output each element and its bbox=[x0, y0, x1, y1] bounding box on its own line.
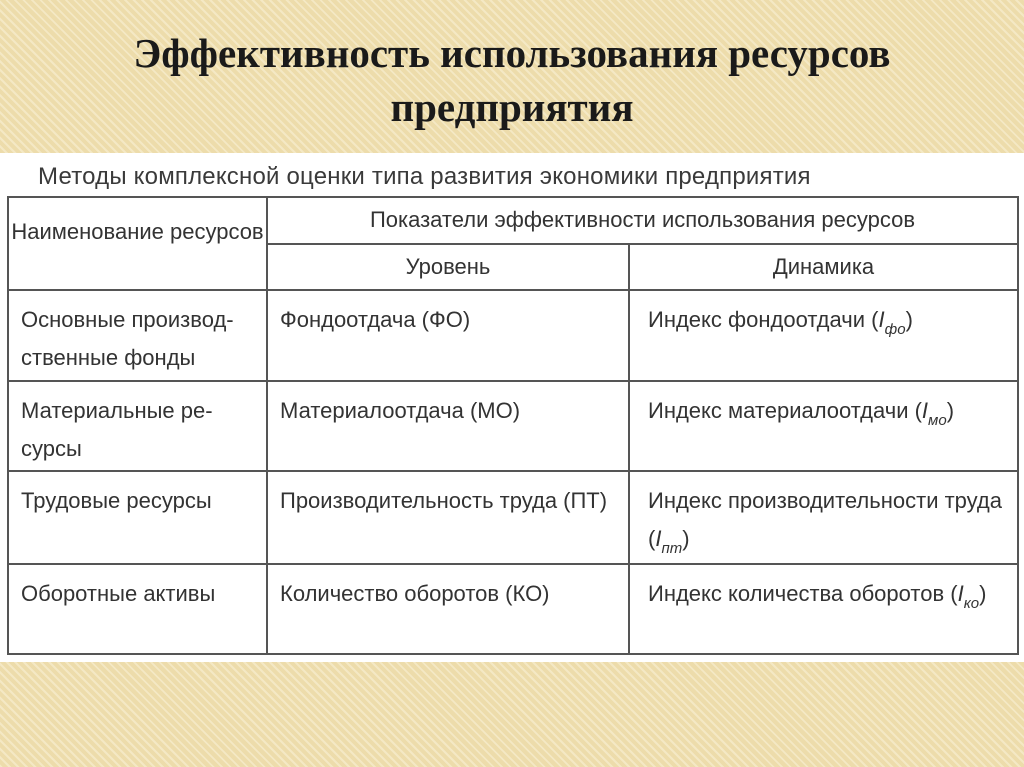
slide-title-line-2: предприятия bbox=[390, 84, 634, 130]
dynamics-close: ) bbox=[946, 397, 955, 423]
level-label: Количество оборотов (КО) bbox=[280, 580, 550, 606]
dynamics-text: Индекс фондоотдачи ( bbox=[648, 307, 879, 333]
table-row bbox=[8, 290, 1018, 380]
level-label: Материалоотдача (МО) bbox=[280, 397, 521, 423]
header-resource-name: Наименование ресурсов bbox=[8, 197, 267, 290]
dynamics-cell bbox=[629, 381, 1018, 471]
dynamics-label bbox=[630, 472, 1017, 561]
resource-cell bbox=[8, 290, 267, 380]
resource-label: Оборотные активы bbox=[21, 580, 216, 606]
table-row bbox=[8, 471, 1018, 563]
index-subscript: фо bbox=[884, 321, 906, 339]
header-dynamics: Динамика bbox=[629, 244, 1018, 291]
level-cell bbox=[267, 290, 629, 380]
index-symbol: I bbox=[957, 580, 964, 606]
index-subscript: мо bbox=[928, 411, 947, 429]
table-row bbox=[8, 381, 1018, 471]
header-indicators-group: Показатели эффективности использования ресурсов bbox=[267, 197, 1018, 244]
dynamics-close: ) bbox=[979, 580, 987, 606]
background-strip bbox=[0, 662, 1024, 767]
methods-table bbox=[7, 196, 1019, 655]
resource-cell bbox=[8, 564, 267, 654]
dynamics-close: ) bbox=[682, 526, 690, 552]
level-cell bbox=[267, 381, 629, 471]
index-symbol: I bbox=[878, 307, 885, 333]
table-image-panel bbox=[0, 153, 1024, 662]
header-row-1 bbox=[8, 197, 1018, 244]
dynamics-cell bbox=[629, 564, 1018, 654]
slide-title bbox=[0, 26, 1024, 134]
slide-title-line-1: Эффективность использования ресурсов bbox=[133, 30, 891, 76]
resource-cell bbox=[8, 381, 267, 471]
resource-label: Материальные ре-сурсы bbox=[21, 397, 213, 461]
index-subscript: пт bbox=[661, 540, 683, 558]
index-subscript: ко bbox=[963, 594, 980, 612]
dynamics-cell bbox=[629, 290, 1018, 380]
dynamics-text: Индекс производительности труда ( bbox=[648, 488, 1002, 552]
index-symbol: I bbox=[655, 526, 662, 552]
header-level: Уровень bbox=[267, 244, 629, 291]
dynamics-label bbox=[630, 291, 1017, 342]
index-symbol: I bbox=[921, 397, 929, 423]
dynamics-cell bbox=[629, 471, 1018, 563]
resource-label: Трудовые ресурсы bbox=[21, 488, 212, 514]
level-label: Производительность труда (ПТ) bbox=[280, 488, 608, 514]
table-caption: Методы комплексной оценки типа развития экономики предприятия bbox=[38, 163, 811, 190]
resource-label: Основные производ-ственные фонды bbox=[21, 307, 234, 371]
slide-header bbox=[0, 0, 1024, 150]
dynamics-label bbox=[630, 382, 1017, 433]
dynamics-label bbox=[630, 565, 1017, 616]
dynamics-text: Индекс материалоотдачи ( bbox=[648, 397, 922, 423]
resource-cell bbox=[8, 471, 267, 563]
dynamics-text: Индекс количества оборотов ( bbox=[648, 580, 958, 606]
level-cell bbox=[267, 564, 629, 654]
level-label: Фондоотдача (ФО) bbox=[280, 307, 471, 333]
table-row bbox=[8, 564, 1018, 654]
dynamics-close: ) bbox=[905, 307, 913, 333]
level-cell bbox=[267, 471, 629, 563]
